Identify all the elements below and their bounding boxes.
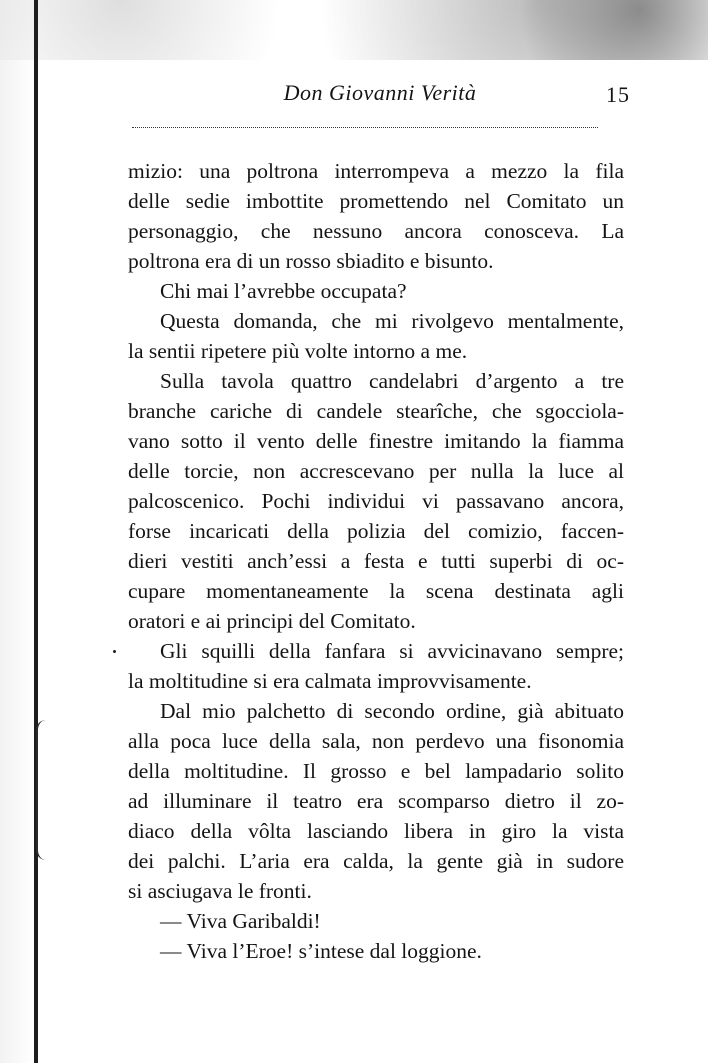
text-line: della moltitudine. Il grosso e bel lampadario solito [128,759,624,783]
header-dotted-rule [132,127,598,128]
text-line: Dal mio palchetto di secondo ordine, già abituato [160,699,624,723]
text-line: vano sotto il vento delle finestre imitando la fiamma [128,429,624,453]
stray-ink-dot [113,650,116,653]
text-line: mizio: una poltrona interrompeva a mezzo la fila [128,159,624,183]
text-line: forse incaricati della polizia del comizio, faccen- [128,519,624,543]
text-line: Gli squilli della fanfara si avvicinavano sempre; [160,639,624,663]
margin-pencil-mark [36,720,52,860]
text-line: dei palchi. L’aria era calda, la gente già in sudore [128,849,624,873]
text-line: ad illuminare il teatro era scomparso dietro il zo- [128,789,624,813]
text-line: Questa domanda, che mi rivolgevo mentalmente, [160,309,624,333]
page-edge-speckle [0,0,708,60]
text-line: oratori e ai principi del Comitato. [128,609,416,633]
text-line: dieri vestiti anch’essi a festa e tutti superbi di oc- [128,549,624,573]
text-line: si asciugava le fronti. [128,879,312,903]
text-line: diaco della vôlta lasciando libera in giro la vista [128,819,624,843]
text-line: Chi mai l’avrebbe occupata? [160,279,407,303]
running-head [130,80,630,114]
text-line: personaggio, che nessuno ancora conosceva. La [128,219,624,243]
text-line: palcoscenico. Pochi individui vi passavano ancora, [128,489,624,513]
text-line: la sentii ripetere più volte intorno a me. [128,339,468,363]
running-head-title: Don Giovanni Verità [283,80,477,105]
text-line: delle sedie imbottite promettendo nel Comitato un [128,189,624,213]
body-text [128,156,624,966]
text-line: alla poca luce della sala, non perdevo una fisonomia [128,729,624,753]
gutter-shadow [0,0,34,1063]
text-line: delle torcie, non accrescevano per nulla la luce al [128,459,624,483]
page-number: 15 [606,82,630,107]
text-line: branche cariche di candele stearîche, che sgocciola- [128,399,624,423]
binding-gutter-line [34,0,38,1063]
text-line: la moltitudine si era calmata improvvisamente. [128,669,532,693]
text-line: poltrona era di un rosso sbiadito e bisunto. [128,249,494,273]
text-line: cupare momentaneamente la scena destinata agli [128,579,624,603]
text-line: Sulla tavola quattro candelabri d’argento a tre [160,369,624,393]
text-line: — Viva l’Eroe! s’intese dal loggione. [160,939,482,963]
text-line: — Viva Garibaldi! [160,909,321,933]
